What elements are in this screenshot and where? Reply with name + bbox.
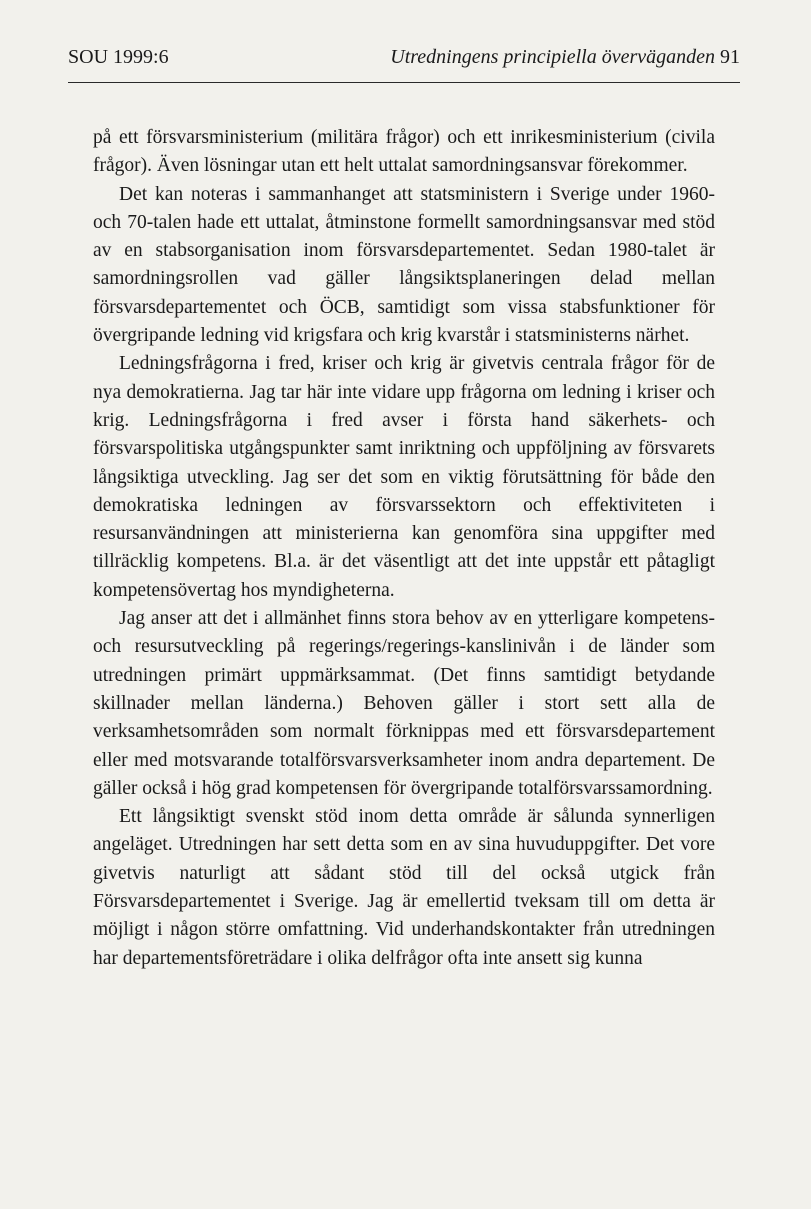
paragraph-continued: på ett försvarsministerium (militära frågor) och ett inrikesministerium (civila frågor). Även lösningar utan ett helt uttalat samordningsansvar förekommer. (93, 127, 715, 177)
paragraph: Det kan noteras i sammanhanget att statsministern i Sverige under 1960- och 70-talen hade ett uttalat, åtminstone formellt samordningsansvar med stöd av en stabsorganisation inom försvarsdepartementet. Sedan 1980-talet är samordningsrollen vad gäller långsiktsplaneringen delad mellan försvarsdepartementet och ÖCB, samtidigt som vissa stabsfunktioner för övergripande ledning vid krigsfara och krig kvarstår i statsministerns närhet. (93, 183, 715, 347)
body-text (93, 124, 715, 973)
report-number: SOU 1999:6 (68, 46, 169, 68)
paragraph: Ett långsiktigt svenskt stöd inom detta område är sålunda synnerligen angeläget. Utredningen har sett detta som en av sina huvuduppgifter. Det vore givetvis naturligt att sådant stöd till del också utgick från Försvarsdepartementet i Sverige. Jag är emellertid tveksam till om detta är möjligt i någon större omfattning. Vid underhandskontakter från utredningen har departementsföreträdare i olika delfrågor ofta inte ansett sig kunna (93, 806, 715, 969)
paragraph: Jag anser att det i allmänhet finns stora behov av en ytterligare kompetens- och resursutveckling på regerings/regerings-kanslinivån i de länder som utredningen primärt uppmärksammat. (Det finns samtidigt betydande skillnader mellan länderna.) Behoven gäller i stort sett alla de verksamhetsområden som normalt förknippas med ett försvarsdepartement eller med motsvarande totalförsvarsverksamheter inom andra departement. De gäller också i hög grad kompetensen för övergripande totalförsvarssamordning. (93, 608, 715, 799)
chapter-title: Utredningens principiella överväganden (390, 46, 715, 68)
header-rule (68, 82, 740, 83)
header-right (390, 40, 740, 74)
paragraph: Ledningsfrågorna i fred, kriser och krig är givetvis centrala frågor för de nya demokratierna. Jag tar här inte vidare upp frågorna om ledning i kriser och krig. Ledningsfrågorna i fred avser i första hand säkerhets- och försvarspolitiska utgångspunkter samt inriktning och uppföljning av försvarets långsiktiga utveckling. Jag ser det som en viktig förutsättning för både den demokratiska ledningen av försvarssektorn och effektiviteten i resursanvändningen att ministerierna kan genomföra sina uppgifter med tillräcklig kompetens. Bl.a. är det väsentligt att det inte uppstår ett påtagligt kompetensövertag hos myndigheterna. (93, 353, 715, 601)
running-header (68, 40, 740, 74)
page-number: 91 (720, 46, 740, 68)
